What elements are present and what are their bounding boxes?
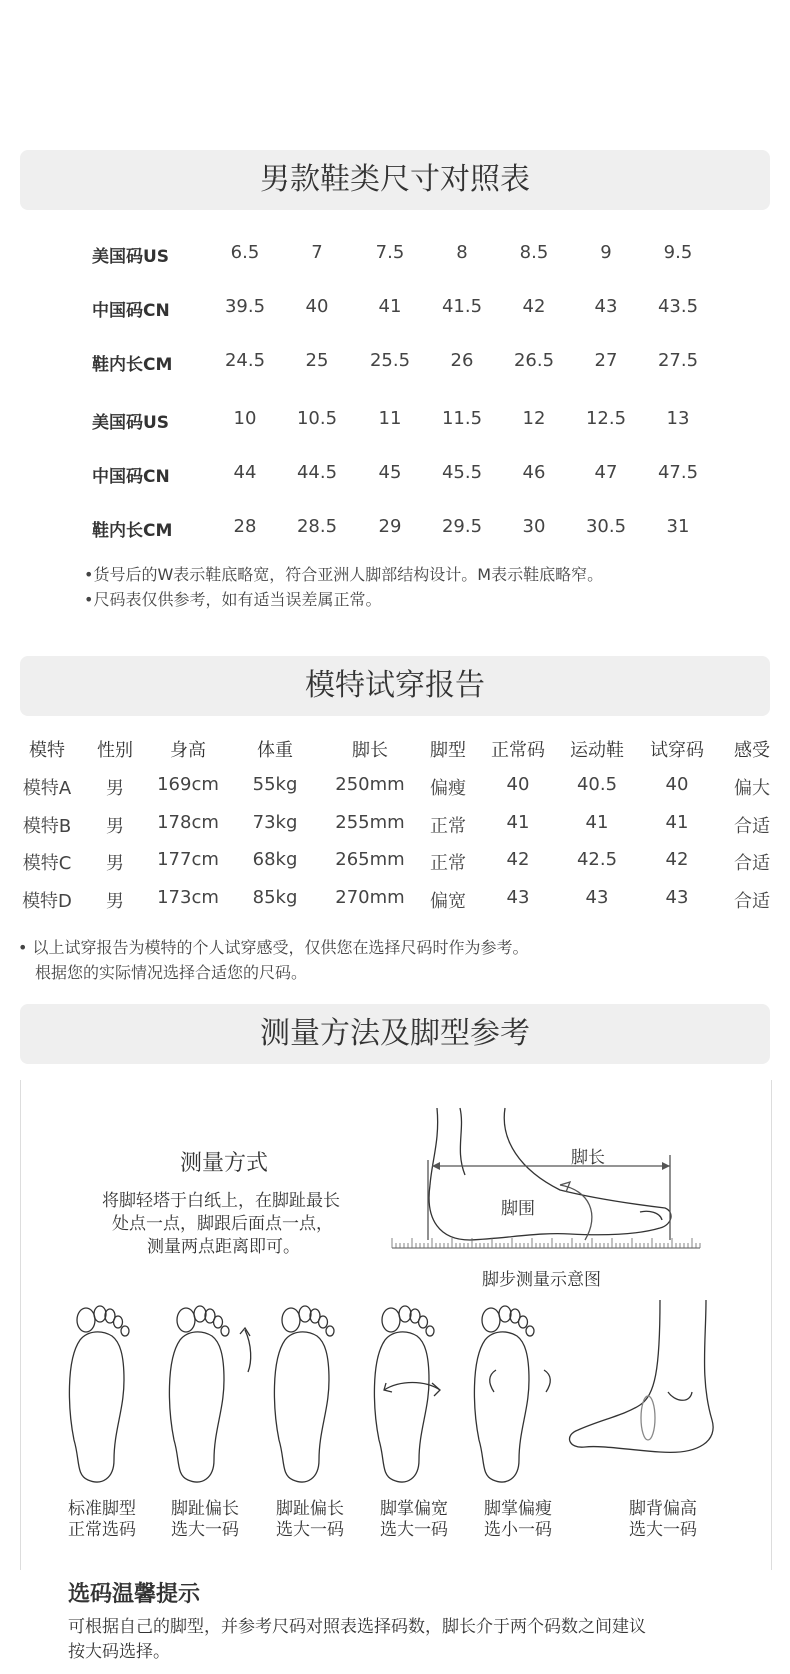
model-table-cell: 正常 bbox=[430, 853, 466, 874]
size-cell: 45.5 bbox=[441, 462, 483, 483]
foot-length-label: 脚长 bbox=[571, 1148, 605, 1168]
foot-long-toe-icon bbox=[169, 1306, 229, 1482]
size-note-1: •货号后的W表示鞋底略宽，符合亚洲人脚部结构设计。M表示鞋底略窄。 bbox=[84, 565, 604, 584]
model-table-header: 正常码 bbox=[491, 740, 545, 761]
foot-type-5-name: 脚掌偏瘦 bbox=[484, 1499, 552, 1519]
size-cell: 27.5 bbox=[657, 350, 699, 371]
size-cell: 44.5 bbox=[296, 462, 338, 483]
model-table-cell: 男 bbox=[106, 853, 124, 874]
size-cell: 25.5 bbox=[369, 350, 411, 371]
size-cell: 30 bbox=[522, 516, 546, 537]
size-cell: 44 bbox=[233, 462, 257, 483]
model-table-cell: 合适 bbox=[734, 816, 770, 837]
model-table-cell: 41 bbox=[585, 812, 609, 833]
model-table-cell: 265mm bbox=[335, 849, 405, 870]
foot-type-caption-1 bbox=[47, 1499, 157, 1541]
size-cell: 12.5 bbox=[585, 408, 627, 429]
model-table-cell: 270mm bbox=[335, 887, 405, 908]
size-cell: 28 bbox=[233, 516, 257, 537]
size-row-label: 中国码CN bbox=[92, 467, 170, 487]
model-table-cell: 55kg bbox=[252, 774, 298, 795]
foot-type-4-advice: 选大一码 bbox=[380, 1520, 448, 1540]
model-table-cell: 偏大 bbox=[734, 778, 770, 799]
model-note-line1: • 以上试穿报告为模特的个人试穿感受，仅供您在选择尺码时作为参考。 bbox=[18, 938, 529, 957]
size-cell: 41.5 bbox=[441, 296, 483, 317]
foot-type-3-advice: 选大一码 bbox=[276, 1520, 344, 1540]
foot-type-caption-6 bbox=[608, 1499, 718, 1541]
tips-line-2: 按大码选择。 bbox=[68, 1642, 170, 1662]
foot-type-5-advice: 选小一码 bbox=[484, 1520, 552, 1540]
model-table-cell: 68kg bbox=[252, 849, 298, 870]
model-table-cell: 41 bbox=[506, 812, 530, 833]
foot-type-caption-5 bbox=[463, 1499, 573, 1541]
model-table-cell: 255mm bbox=[335, 812, 405, 833]
size-cell: 27 bbox=[594, 350, 618, 371]
size-cell: 47 bbox=[594, 462, 618, 483]
size-cell: 43.5 bbox=[657, 296, 699, 317]
model-table-cell: 偏宽 bbox=[430, 891, 466, 912]
size-cell: 29.5 bbox=[441, 516, 483, 537]
model-table-cell: 男 bbox=[106, 891, 124, 912]
model-table-header: 模特 bbox=[29, 740, 65, 761]
size-cell: 8 bbox=[456, 242, 468, 263]
model-table-cell: 85kg bbox=[252, 887, 298, 908]
model-table-cell: 模特B bbox=[22, 816, 72, 837]
size-cell: 7.5 bbox=[375, 242, 405, 263]
model-table-header: 试穿码 bbox=[650, 740, 704, 761]
model-table-header: 体重 bbox=[257, 740, 293, 761]
size-cell: 42 bbox=[522, 296, 546, 317]
foot-long-toe-2-icon bbox=[274, 1306, 334, 1482]
foot-type-6-advice: 选大一码 bbox=[629, 1520, 697, 1540]
size-cell: 26 bbox=[450, 350, 474, 371]
model-table-cell: 模特C bbox=[22, 853, 72, 874]
tips-line-1: 可根据自己的脚型，并参考尺码对照表选择码数，脚长介于两个码数之间建议 bbox=[68, 1617, 646, 1637]
model-table-cell: 40 bbox=[506, 774, 530, 795]
method-title: 测量方式 bbox=[180, 1151, 269, 1176]
size-row-label: 中国码CN bbox=[92, 301, 170, 321]
model-table-cell: 正常 bbox=[430, 816, 466, 837]
size-cell: 45 bbox=[378, 462, 402, 483]
size-cell: 28.5 bbox=[296, 516, 338, 537]
size-cell: 40 bbox=[305, 296, 329, 317]
model-table-cell: 43 bbox=[665, 887, 689, 908]
model-table-cell: 男 bbox=[106, 778, 124, 799]
size-cell: 46 bbox=[522, 462, 546, 483]
tips-title: 选码温馨提示 bbox=[68, 1582, 201, 1607]
size-cell: 43 bbox=[594, 296, 618, 317]
foot-standard-icon bbox=[69, 1306, 129, 1482]
foot-type-6-name: 脚背偏高 bbox=[629, 1499, 697, 1519]
size-cell: 41 bbox=[378, 296, 402, 317]
model-table-cell: 男 bbox=[106, 816, 124, 837]
size-cell: 47.5 bbox=[657, 462, 699, 483]
size-cell: 10.5 bbox=[296, 408, 338, 429]
model-table-header: 脚型 bbox=[430, 740, 466, 761]
model-table-cell: 合适 bbox=[734, 853, 770, 874]
size-cell: 6.5 bbox=[230, 242, 260, 263]
model-table-cell: 173cm bbox=[157, 887, 219, 908]
foot-type-4-name: 脚掌偏宽 bbox=[380, 1499, 448, 1519]
foot-girth-label: 脚围 bbox=[501, 1199, 535, 1219]
size-cell: 31 bbox=[666, 516, 690, 537]
model-table-cell: 偏瘦 bbox=[430, 778, 466, 799]
foot-type-1-advice: 正常选码 bbox=[68, 1520, 136, 1540]
size-cell: 11 bbox=[378, 408, 402, 429]
model-table-header: 性别 bbox=[97, 740, 133, 761]
foot-type-caption-4 bbox=[359, 1499, 469, 1541]
size-note-2: •尺码表仅供参考，如有适当误差属正常。 bbox=[84, 590, 382, 609]
size-cell: 11.5 bbox=[441, 408, 483, 429]
model-table-header: 感受 bbox=[734, 740, 770, 761]
foot-type-2-name: 脚趾偏长 bbox=[171, 1499, 239, 1519]
size-cell: 7 bbox=[311, 242, 323, 263]
model-table-cell: 模特A bbox=[22, 778, 72, 799]
foot-type-caption-3 bbox=[255, 1499, 365, 1541]
foot-type-2-advice: 选大一码 bbox=[171, 1520, 239, 1540]
size-row-label: 美国码US bbox=[92, 247, 170, 267]
size-cell: 24.5 bbox=[224, 350, 266, 371]
model-table-cell: 73kg bbox=[252, 812, 298, 833]
size-cell: 25 bbox=[305, 350, 329, 371]
size-row-label: 鞋内长CM bbox=[92, 521, 173, 541]
foot-type-3-name: 脚趾偏长 bbox=[276, 1499, 344, 1519]
model-table-cell: 42 bbox=[506, 849, 530, 870]
model-table-cell: 42 bbox=[665, 849, 689, 870]
method-line-1: 将脚轻塔于白纸上，在脚趾最长 bbox=[102, 1191, 340, 1211]
size-cell: 9 bbox=[600, 242, 612, 263]
size-cell: 10 bbox=[233, 408, 257, 429]
size-chart-title: 男款鞋类尺寸对照表 bbox=[20, 150, 770, 210]
size-cell: 13 bbox=[666, 408, 690, 429]
model-table-cell: 40.5 bbox=[576, 774, 618, 795]
size-row-label: 美国码US bbox=[92, 413, 170, 433]
model-table-cell: 178cm bbox=[157, 812, 219, 833]
model-table-cell: 177cm bbox=[157, 849, 219, 870]
size-cell: 39.5 bbox=[224, 296, 266, 317]
size-cell: 9.5 bbox=[663, 242, 693, 263]
model-table-header: 脚长 bbox=[352, 740, 388, 761]
size-cell: 29 bbox=[378, 516, 402, 537]
model-table-cell: 43 bbox=[585, 887, 609, 908]
model-table-cell: 250mm bbox=[335, 774, 405, 795]
model-note-line2: 根据您的实际情况选择合适您的尺码。 bbox=[35, 963, 308, 982]
size-cell: 12 bbox=[522, 408, 546, 429]
method-line-3: 测量两点距离即可。 bbox=[147, 1237, 300, 1257]
model-table-header: 运动鞋 bbox=[570, 740, 624, 761]
model-table-cell: 41 bbox=[665, 812, 689, 833]
model-table-cell: 模特D bbox=[22, 891, 72, 912]
diagram-caption: 脚步测量示意图 bbox=[482, 1270, 601, 1290]
foot-type-1-name: 标准脚型 bbox=[68, 1499, 136, 1519]
model-table-cell: 42.5 bbox=[576, 849, 618, 870]
model-table-cell: 43 bbox=[506, 887, 530, 908]
size-cell: 26.5 bbox=[513, 350, 555, 371]
foot-type-caption-2 bbox=[150, 1499, 260, 1541]
size-cell: 8.5 bbox=[519, 242, 549, 263]
model-table-cell: 合适 bbox=[734, 891, 770, 912]
size-row-label: 鞋内长CM bbox=[92, 355, 173, 375]
model-report-title: 模特试穿报告 bbox=[20, 656, 770, 716]
model-table-cell: 40 bbox=[665, 774, 689, 795]
model-table-cell: 169cm bbox=[157, 774, 219, 795]
foot-high-instep-icon bbox=[570, 1300, 714, 1452]
foot-narrow-icon bbox=[474, 1306, 534, 1482]
foot-wide-icon bbox=[374, 1306, 434, 1482]
model-table-header: 身高 bbox=[170, 740, 206, 761]
size-cell: 30.5 bbox=[585, 516, 627, 537]
method-line-2: 处点一点，脚跟后面点一点， bbox=[112, 1214, 333, 1234]
measure-title: 测量方法及脚型参考 bbox=[20, 1004, 770, 1064]
